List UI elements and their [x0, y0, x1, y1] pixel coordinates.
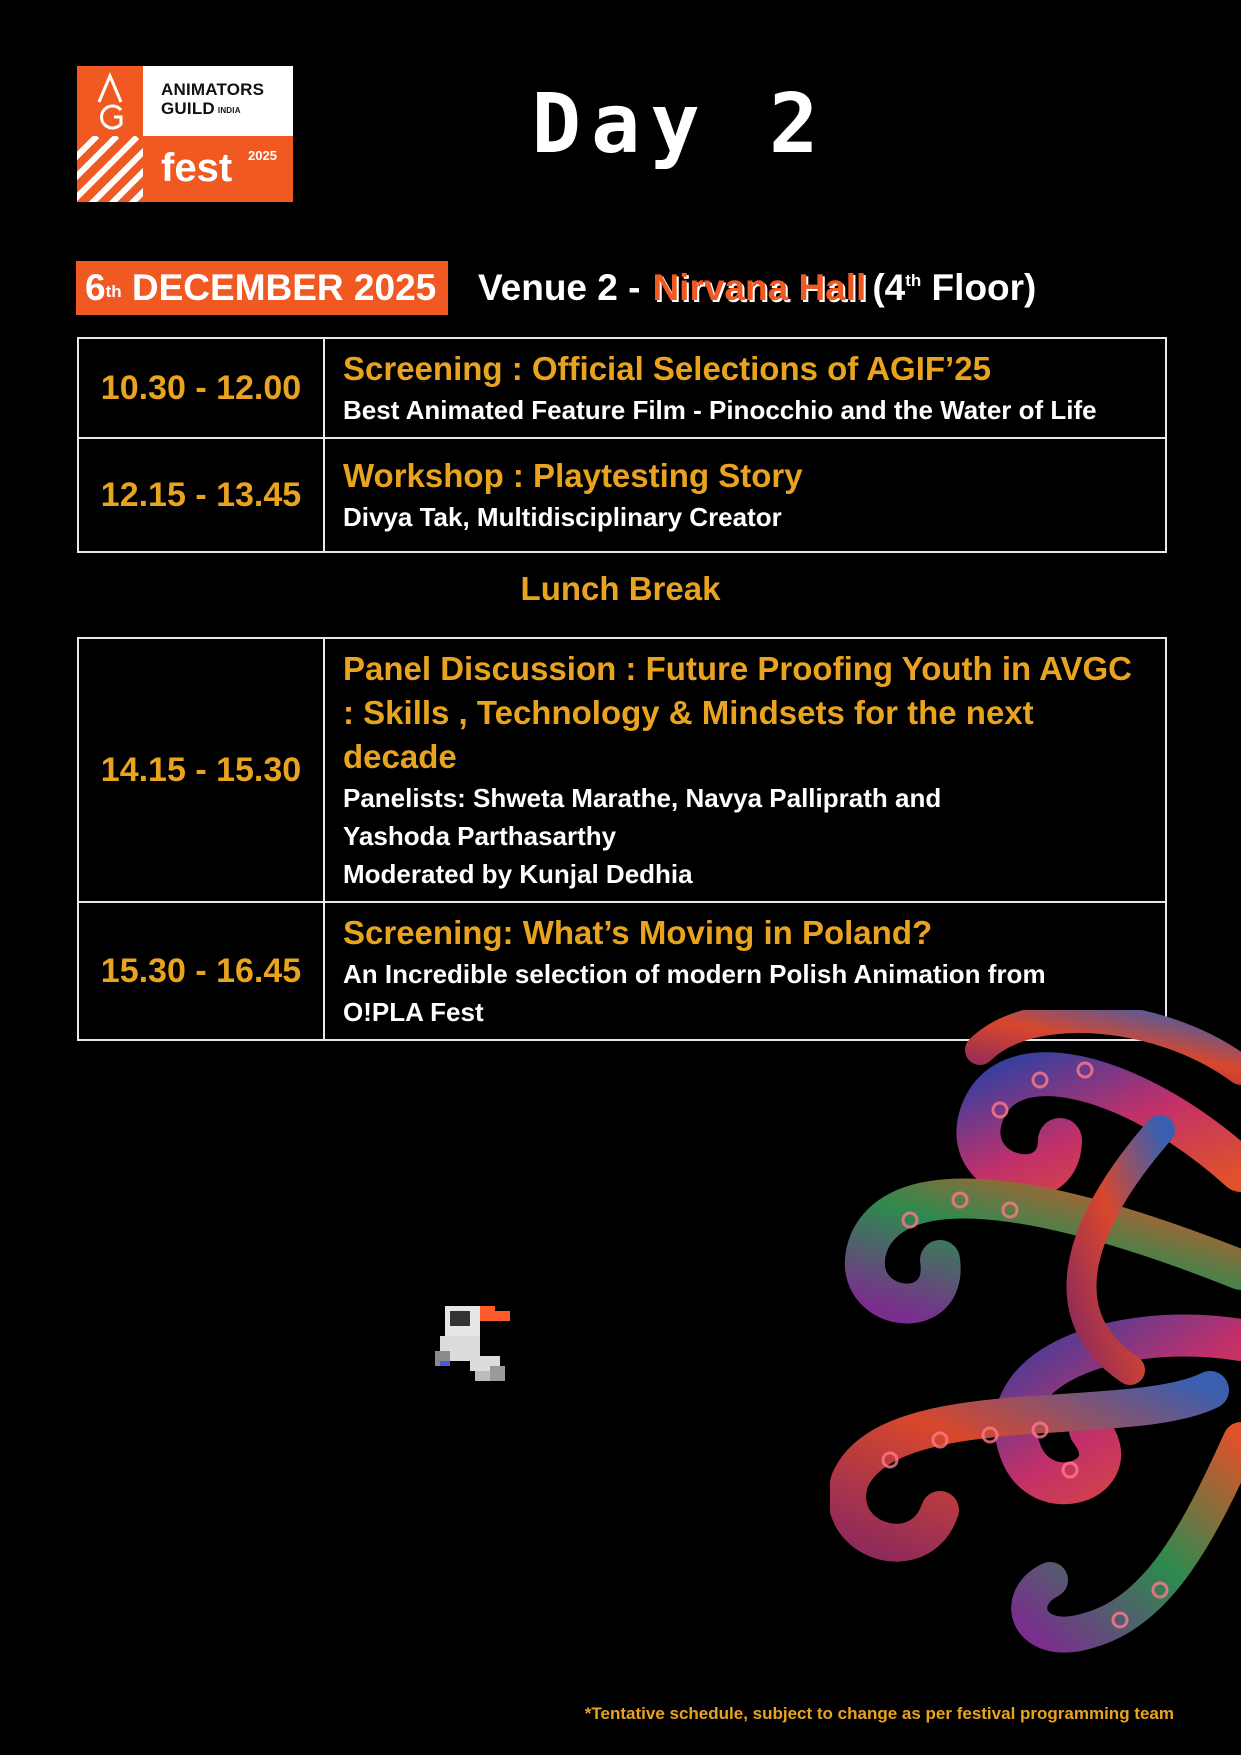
logo-bottom-panel [77, 136, 293, 202]
session-time: 14.15 - 15.30 [78, 638, 324, 902]
venue-floor [872, 267, 1036, 309]
schedule-row [78, 438, 1166, 552]
venue-floor-open: (4 [872, 267, 906, 308]
session-time: 10.30 - 12.00 [78, 338, 324, 438]
session-title: Screening: What’s Moving in Poland? [343, 914, 933, 951]
session-title: Panel Discussion : Future Proofing Youth in AVGC : Skills , Technology & Mindsets for the next decade [343, 650, 1132, 775]
session-moderator: Moderated by Kunjal Dedhia [343, 859, 693, 889]
venue-line [478, 261, 1036, 315]
session-detail: Divya Tak, Multidisciplinary Creator [343, 502, 782, 532]
date-badge [76, 261, 448, 315]
venue-floor-close: Floor) [921, 267, 1037, 308]
ag-monogram-icon [77, 66, 143, 136]
tentative-schedule-note: *Tentative schedule, subject to change as per festival programming team [584, 1704, 1174, 1723]
schedule-table-afternoon [77, 637, 1167, 1041]
stripes-icon [77, 136, 143, 202]
logo-line2: GUILD [161, 99, 215, 118]
pixel-astronaut-illustration [430, 1296, 530, 1396]
date-day: 6 [85, 267, 106, 308]
logo-top-panel [77, 66, 293, 136]
page-title: Day 2 [531, 77, 829, 172]
logo-year: 2025 [248, 148, 277, 163]
schedule-table-morning [77, 337, 1167, 553]
date-month-year: DECEMBER 2025 [121, 267, 437, 308]
logo-guild-name [161, 80, 264, 118]
session-title: Workshop : Playtesting Story [343, 457, 803, 494]
octopus-tentacles-illustration [830, 1010, 1241, 1660]
schedule-row [78, 638, 1166, 902]
session-info [324, 338, 1166, 438]
session-detail: Panelists: Shweta Marathe, Navya Palliprath and Yashoda Parthasarthy [343, 783, 942, 851]
session-info [324, 438, 1166, 552]
logo-fest-word: fest [161, 146, 233, 190]
venue-prefix: Venue 2 - [478, 267, 641, 308]
date-day-suffix: th [105, 282, 122, 301]
logo-line1: ANIMATORS [161, 80, 265, 99]
logo-line2-wrap [161, 99, 264, 118]
session-title: Screening : Official Selections of AGIF’25 [343, 350, 991, 387]
session-time: 12.15 - 13.45 [78, 438, 324, 552]
schedule-row [78, 338, 1166, 438]
session-detail: Best Animated Feature Film - Pinocchio and the Water of Life [343, 395, 1097, 425]
session-time: 15.30 - 16.45 [78, 902, 324, 1040]
lunch-break-label: Lunch Break [520, 570, 721, 607]
session-detail: An Incredible selection of modern Polish Animation from O!PLA Fest [343, 959, 1046, 1027]
logo-india-sup: INDIA [217, 106, 241, 115]
venue-floor-suffix: th [905, 271, 922, 290]
session-info [324, 638, 1166, 902]
festival-logo [77, 66, 293, 202]
venue-hall-name: Nirvana Hall [652, 267, 867, 308]
